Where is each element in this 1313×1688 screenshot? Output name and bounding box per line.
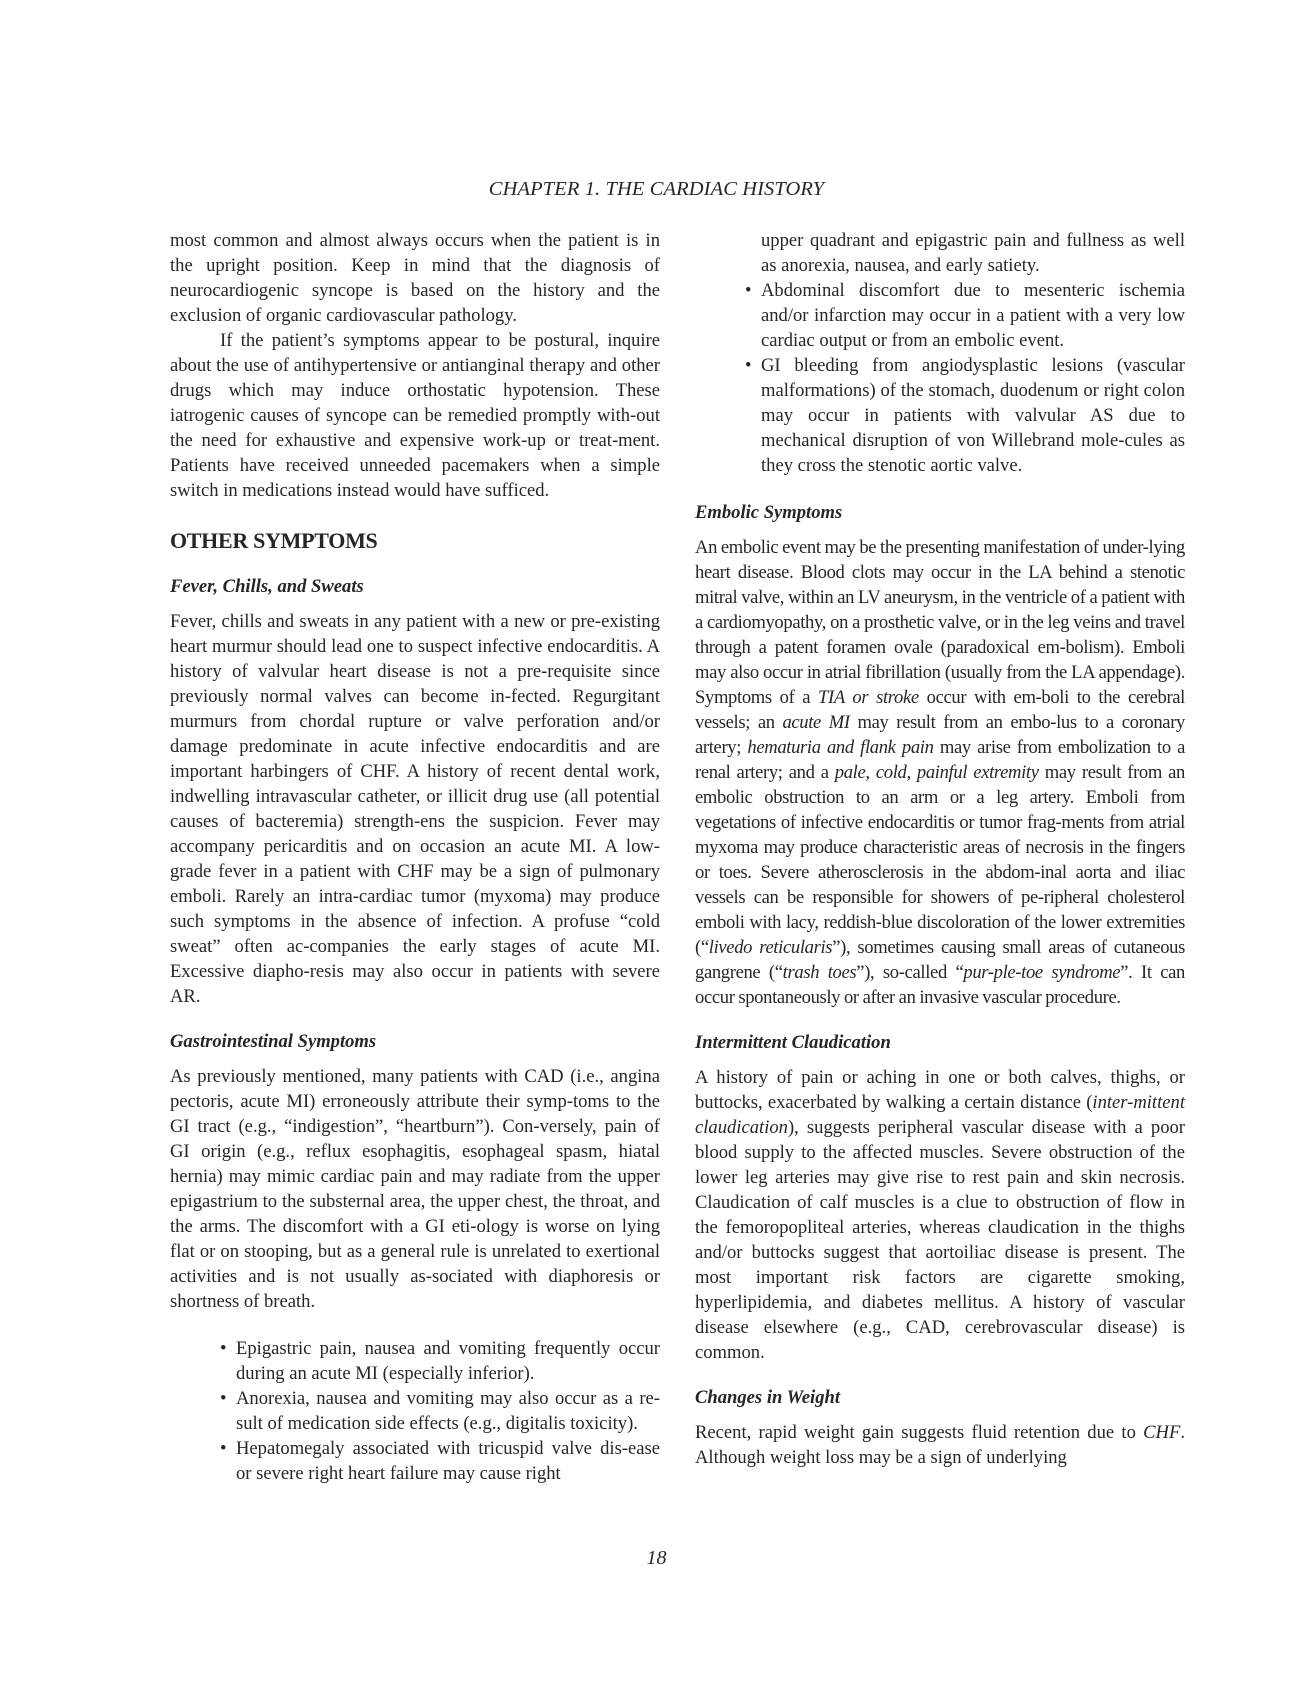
subheading-fever: Fever, Chills, and Sweats — [170, 576, 364, 597]
list-item: • Abdominal discomfort due to mesenteric ischemia and/or infarction may occur in a patient with a very low cardiac output or from an embolic event. — [745, 280, 1185, 351]
left-column — [170, 228, 660, 1486]
list-item: • GI bleeding from angiodysplastic lesions (vascular malformations) of the stomach, duodenum or right colon may occur in patients with valvular AS due to mechanical disruption of von Willebrand mole-cules as they cross the stenotic aortic valve. — [745, 355, 1185, 476]
section-heading-other-symptoms: OTHER SYMPTOMS — [170, 528, 378, 553]
gi-bullet-list-continued — [695, 228, 1185, 478]
list-item: • Epigastric pain, nausea and vomiting frequently occur during an acute MI (especially inferior). — [220, 1338, 660, 1384]
subheading-weight: Changes in Weight — [695, 1387, 841, 1408]
weight-paragraph: Recent, rapid weight gain suggests fluid retention due to CHF. Although weight loss may be a sign of underlying — [695, 1422, 1185, 1468]
page-number: 18 — [646, 1547, 667, 1569]
subheading-gi: Gastrointestinal Symptoms — [170, 1031, 377, 1052]
bullet-icon: • — [745, 355, 752, 376]
continuation-paragraph: most common and almost always occurs when the patient is in the upright position. Keep in mind that the diagnosis of neurocardiogenic syncope is based on the history and the exclusion of organic cardiovascular pathology. — [170, 230, 660, 326]
running-head: CHAPTER 1. THE CARDIAC HISTORY — [488, 178, 825, 200]
fever-paragraph: Fever, chills and sweats in any patient with a new or pre-existing heart murmur should lead one to suspect infective endocarditis. A history of valvular heart disease is not a pre-requisite since previously normal valves can become in-fected. Regurgitant murmurs from chordal rupture or valve perforation and/or damage predominate in acute infective endocarditis and are important harbingers of CHF. A history of recent dental work, indwelling intravascular catheter, or illicit drug use (all potential causes of bacteremia) strength-ens the suspicion. Fever may accompany pericarditis and on occasion an acute MI. A low-grade fever in a patient with CHF may be a sign of pulmonary emboli. Rarely an intra-cardiac tumor (myxoma) may produce such symptoms in the absence of infection. A profuse “cold sweat” often ac-companies the early stages of acute MI. Excessive diapho-resis may also occur in patients with severe AR. — [170, 611, 660, 1007]
list-item-continued: upper quadrant and epigastric pain and fullness as well as anorexia, nausea, and early satiety. — [761, 230, 1185, 276]
list-item: • Anorexia, nausea and vomiting may also occur as a re-sult of medication side effects (e.g., digitalis toxicity). — [220, 1388, 660, 1434]
list-item: • Hepatomegaly associated with tricuspid valve dis-ease or severe right heart failure may cause right — [220, 1438, 660, 1484]
gi-paragraph: As previously mentioned, many patients with CAD (i.e., angina pectoris, acute MI) erroneously attribute their symp-toms to the GI tract (e.g., “indigestion”, “heartburn”). Con-versely, pain of GI origin (e.g., reflux esophagitis, esophageal spasm, hiatal hernia) may mimic cardiac pain and may radiate from the upper epigastrium to the substernal area, the upper chest, the throat, and the arms. The discomfort with a GI eti-ology is worse on lying flat or on stooping, but as a general rule is unrelated to exertional activities and is not usually as-sociated with diaphoresis or shortness of breath. — [170, 1066, 660, 1312]
right-column — [695, 228, 1185, 1470]
bullet-icon: • — [220, 1338, 227, 1359]
bullet-icon: • — [745, 280, 752, 301]
subheading-claudication: Intermittent Claudication — [695, 1032, 891, 1053]
embolic-paragraph: An embolic event may be the presenting manifestation of under-lying heart disease. Blood clots may occur in the LA behind a stenotic mitral valve, within an LV aneurysm, in the ventricle of a patient with a cardiomyopathy, on a prosthetic valve, or in the leg veins and travel through a patent foramen ovale (paradoxical em-bolism). Emboli may also occur in atrial fibrillation (usually from the LA appendage). Symptoms of a TIA or stroke occur with em-boli to the cerebral vessels; an acute MI may result from an embo-lus to a coronary artery; hematuria and flank pain may arise from embolization to a renal artery; and a pale, cold, painful extremity may result from an embolic obstruction to an arm or a leg artery. Emboli from vegetations of infective endocarditis or tumor frag-ments from atrial myxoma may produce characteristic areas of necrosis in the fingers or toes. Severe atherosclerosis in the abdom-inal aorta and iliac vessels can be responsible for showers of pe-ripheral cholesterol emboli with lacy, reddish-blue discoloration of the lower extremities (“livedo reticularis”), sometimes causing small areas of cutaneous gangrene (“trash toes”), so-called “pur-ple-toe syndrome”. It can occur spontaneously or after an invasive vascular procedure. — [695, 537, 1186, 1008]
bullet-icon: • — [220, 1388, 227, 1409]
subheading-embolic: Embolic Symptoms — [695, 502, 843, 523]
postural-paragraph: If the patient’s symptoms appear to be postural, inquire about the use of antihypertensive or antianginal therapy and other drugs which may induce orthostatic hypotension. These iatrogenic causes of syncope can be remedied promptly with-out the need for exhaustive and expensive work-up or treat-ment. Patients have received unneeded pacemakers when a simple switch in medications instead would have sufficed. — [170, 330, 660, 501]
claudication-paragraph: A history of pain or aching in one or both calves, thighs, or buttocks, exacerbated by walking a certain distance (inter-mittent claudication), suggests peripheral vascular disease with a poor blood supply to the affected muscles. Severe obstruction of the lower leg arteries may give rise to rest pain and skin necrosis. Claudication of calf muscles is a clue to obstruction of flow in the femoropopliteal arteries, whereas claudication in the thighs and/or buttocks suggest that aortoiliac disease is present. The most important risk factors are cigarette smoking, hyperlipidemia, and diabetes mellitus. A history of vascular disease elsewhere (e.g., CAD, cerebrovascular disease) is common. — [695, 1067, 1185, 1363]
gi-bullet-list — [170, 1336, 660, 1486]
bullet-icon: • — [220, 1438, 227, 1459]
